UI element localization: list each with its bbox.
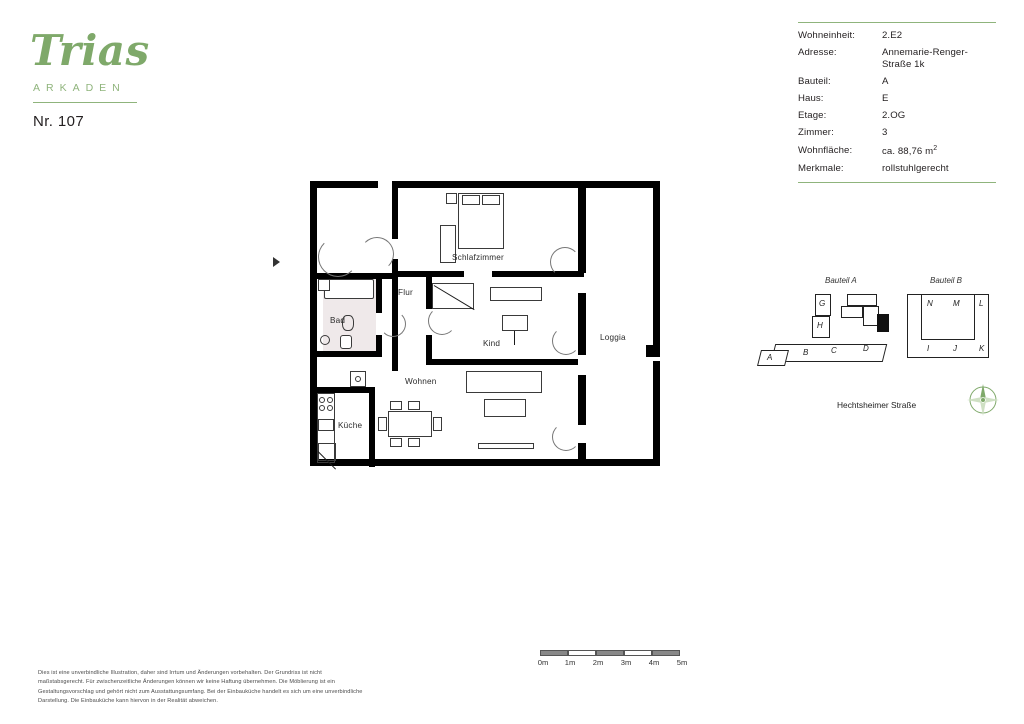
info-value	[882, 142, 996, 160]
unit-info-table	[798, 22, 996, 183]
wall-exterior-left	[310, 181, 317, 466]
fridge-knob	[355, 376, 361, 382]
kitchen-appliance	[318, 443, 336, 461]
dining-table	[388, 411, 432, 437]
info-key: Haus:	[798, 93, 824, 105]
entrance-arrow-icon	[273, 257, 280, 267]
cooktop-burner	[319, 397, 325, 403]
dining-chair	[408, 438, 420, 447]
desk-kind	[490, 287, 542, 301]
info-key: Merkmale:	[798, 162, 844, 174]
door-swing-kind	[428, 307, 456, 335]
sofa-main	[466, 371, 542, 393]
area-unit-exponent: 2	[933, 144, 938, 152]
wall-loggia-left-bottom	[578, 443, 586, 466]
room-label-schlafzimmer: Schlafzimmer	[452, 253, 504, 262]
coffee-table	[484, 399, 526, 417]
room-label-kind: Kind	[483, 339, 501, 348]
wall-exterior-right-lower	[653, 361, 660, 466]
wall-loggia-left-lower	[578, 375, 586, 425]
wall-bath-bottom	[317, 351, 382, 357]
compass-icon	[963, 380, 1001, 418]
dresser-kind	[502, 315, 528, 331]
info-value: Annemarie-Renger-Straße 1k	[882, 46, 968, 70]
info-value: 2.E2	[882, 29, 903, 41]
scale-tick: 4m	[648, 658, 660, 667]
lamp-stem-kind	[514, 331, 515, 345]
scale-segment	[652, 650, 680, 656]
logo-wordmark: Trias	[30, 26, 150, 75]
wall-exterior-top-left	[310, 181, 378, 188]
wall-exterior-top-right	[584, 181, 660, 188]
cooktop-burner	[319, 405, 325, 411]
door-swing-loggia-lower	[552, 423, 580, 451]
kitchen-sink	[318, 419, 334, 431]
scale-segment	[568, 650, 596, 656]
info-value: 3	[882, 127, 888, 139]
dining-chair	[408, 401, 420, 410]
floorplan-drawing	[280, 175, 680, 485]
scale-segment	[540, 650, 568, 656]
wall-kitchen-right	[369, 387, 375, 467]
unit-number: Nr. 107	[33, 113, 85, 130]
room-label-bad: Bad	[330, 316, 346, 325]
room-label-loggia: Loggia	[600, 333, 626, 342]
site-letter-l: L	[979, 299, 984, 308]
info-key: Adresse:	[798, 46, 837, 58]
pillow-right	[482, 195, 500, 205]
info-value: A	[882, 75, 889, 87]
table-row	[798, 91, 996, 108]
site-letter-n: N	[927, 299, 933, 308]
wall-balcony-nib-right	[646, 345, 660, 357]
door-swing-bath	[380, 311, 406, 337]
scale-bar-ticks	[537, 658, 700, 670]
table-row	[798, 108, 996, 125]
room-label-wohnen: Wohnen	[405, 377, 437, 386]
wall-exterior-bottom	[310, 459, 660, 466]
tv-sideboard	[478, 443, 534, 449]
scale-segment	[596, 650, 624, 656]
toilet	[340, 335, 352, 349]
door-swing-bedroom	[360, 237, 394, 271]
info-key: Wohneinheit:	[798, 29, 856, 41]
scale-tick: 0m	[537, 658, 549, 667]
site-plan	[755, 272, 1005, 442]
scale-tick: 5m	[676, 658, 688, 667]
room-label-flur: Flur	[398, 288, 413, 297]
logo-divider	[33, 102, 137, 103]
info-table-top-rule	[798, 22, 996, 23]
scale-bar-segments	[540, 650, 700, 656]
site-block-core-a2	[841, 306, 863, 318]
site-letter-i: I	[927, 344, 930, 353]
table-row	[798, 125, 996, 142]
site-block-a-end	[757, 350, 789, 366]
info-key: Wohnfläche:	[798, 144, 853, 156]
sink-small	[320, 335, 330, 345]
info-key: Etage:	[798, 110, 827, 122]
dining-chair-side	[433, 417, 442, 431]
site-block-highlight-current-unit	[877, 314, 889, 332]
door-swing-loggia-upper	[550, 247, 580, 277]
wall-bedroom-left	[392, 181, 398, 239]
disclaimer-text: Dies ist eine unverbindliche Illustration, daher sind Irrtum und Änderungen vorbehalten. Der Grundriss ist nicht maßstabsgerecht. Für zwischenzeitliche Änderungen können wir keine Haftung übernehmen. Die Möblierung ist ein Gestaltungsvorschlag und gehört nicht zum Ausstattungsumfang. Bei der Einbauküche handelt es sich um eine unverbindliche Darstellung. Die Einbauküche kann hiervon in der Realität abweichen.	[38, 670, 363, 704]
table-row	[798, 73, 996, 90]
site-letter-d: D	[863, 344, 869, 353]
site-letter-g: G	[819, 299, 826, 308]
info-table-bottom-rule	[798, 182, 996, 183]
site-letter-j: J	[953, 344, 957, 353]
scale-segment	[624, 650, 652, 656]
site-letter-c: C	[831, 346, 837, 355]
table-row	[798, 142, 996, 160]
info-value: E	[882, 93, 889, 105]
scale-bar	[537, 650, 700, 670]
wall-exterior-right-upper	[653, 181, 660, 351]
nightstand-left	[446, 193, 457, 204]
door-swing-entry	[318, 237, 358, 277]
dining-chair	[390, 438, 402, 447]
site-label-bauteil-b: Bauteil B	[930, 276, 963, 285]
dining-chair-side	[378, 417, 387, 431]
wall-kind-bottom	[432, 359, 578, 365]
room-label-kueche: Küche	[338, 421, 363, 430]
area-value: ca. 88,76 m	[882, 145, 934, 157]
cooktop-burner	[327, 405, 333, 411]
table-row	[798, 160, 996, 177]
info-key: Bauteil:	[798, 75, 831, 87]
dining-chair	[390, 401, 402, 410]
site-letter-h: H	[817, 321, 823, 330]
shower-tray	[318, 279, 330, 291]
brand-logo	[30, 26, 230, 130]
scale-tick: 2m	[592, 658, 604, 667]
wall-exterior-top-mid	[392, 181, 584, 188]
wall-bath-right	[376, 279, 382, 313]
cooktop-burner	[327, 397, 333, 403]
door-swing-loggia-mid	[552, 327, 580, 355]
site-letter-a: A	[767, 353, 773, 362]
bathtub	[324, 279, 374, 299]
table-row	[798, 44, 996, 73]
pillow-left	[462, 195, 480, 205]
info-key: Zimmer:	[798, 127, 834, 139]
info-value: 2.OG	[882, 110, 906, 122]
site-label-bauteil-a: Bauteil A	[825, 276, 857, 285]
site-letter-k: K	[979, 344, 985, 353]
logo-subtitle: ARKADEN	[33, 82, 126, 94]
site-letter-m: M	[953, 299, 960, 308]
scale-tick: 1m	[564, 658, 576, 667]
scale-tick: 3m	[620, 658, 632, 667]
street-name-label: Hechtsheimer Straße	[837, 400, 917, 410]
table-row	[798, 27, 996, 44]
site-letter-b: B	[803, 348, 809, 357]
info-value: rollstuhlgerecht	[882, 162, 949, 174]
site-block-core-a1	[847, 294, 877, 306]
